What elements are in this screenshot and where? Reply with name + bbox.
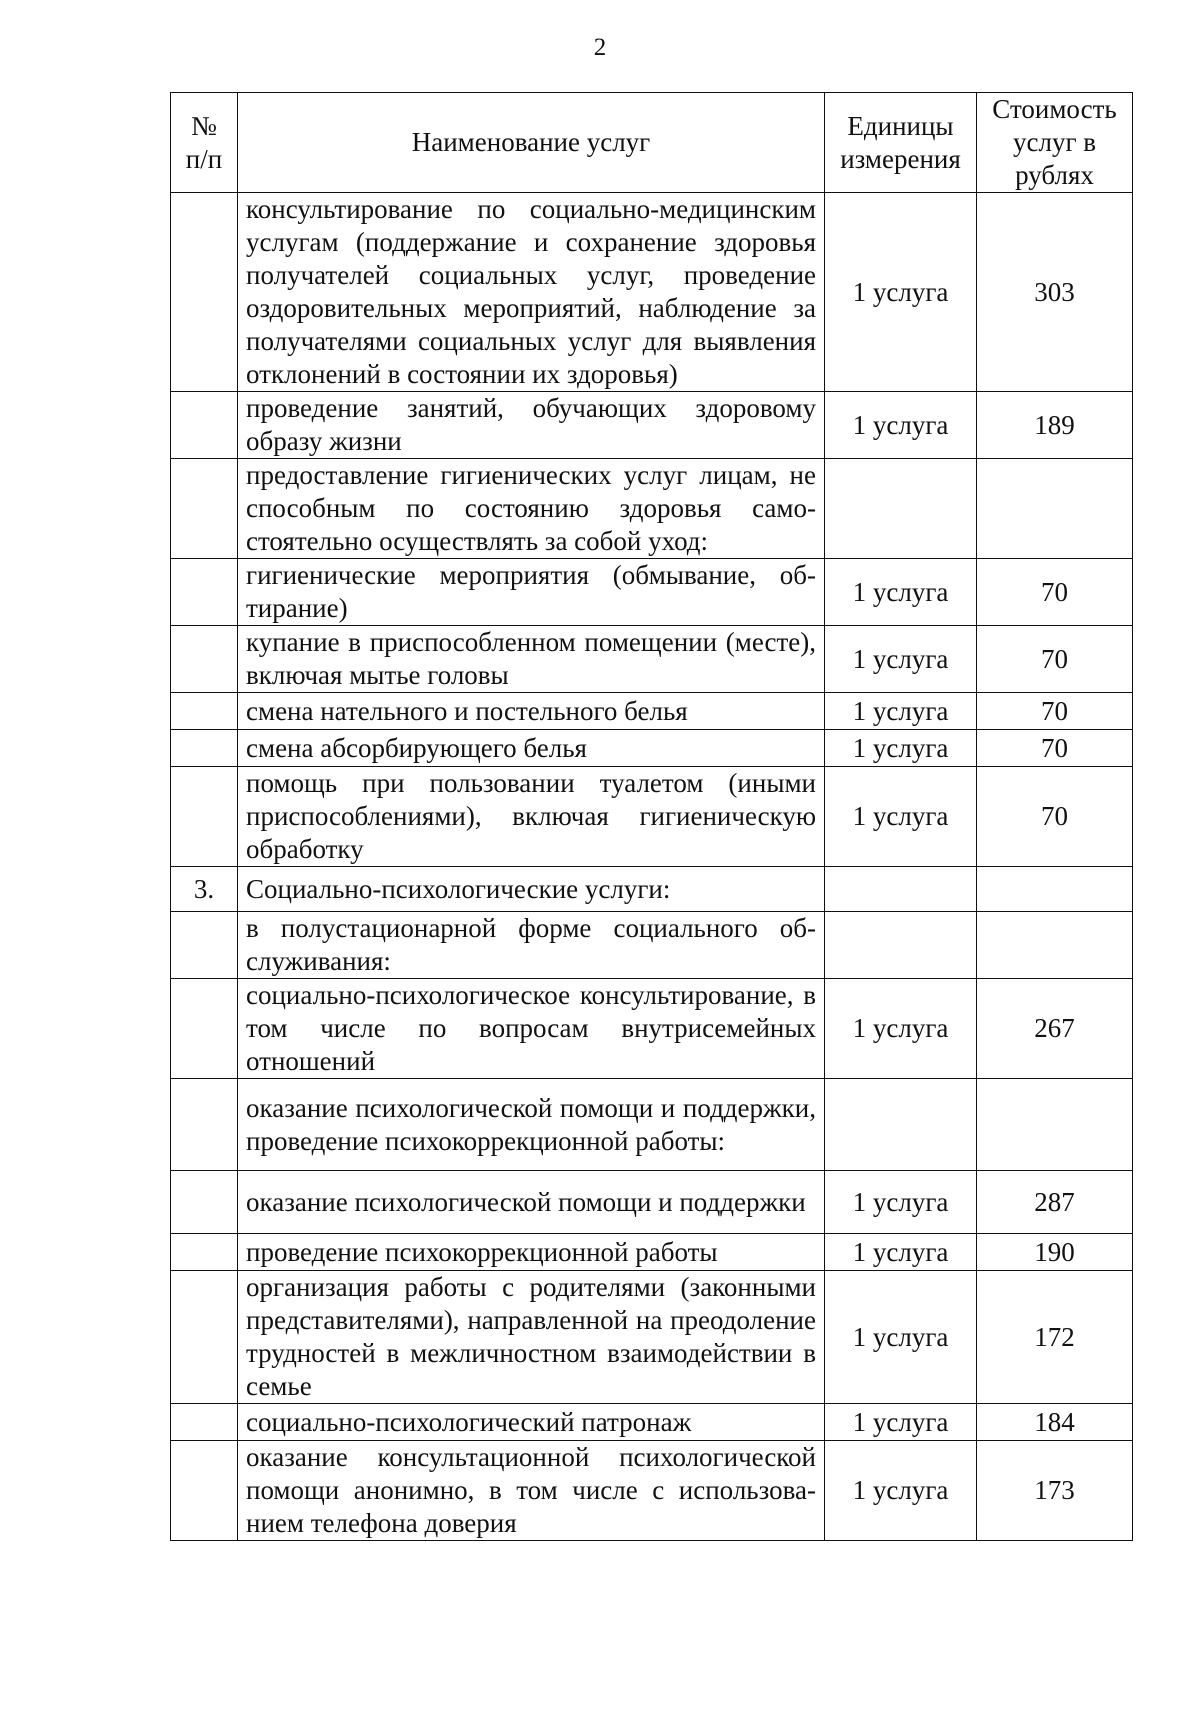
- header-number: № п/п: [171, 93, 238, 193]
- service-name: проведение психокоррекционной работы: [238, 1234, 825, 1271]
- table-row: [171, 1171, 1133, 1234]
- row-number: [171, 767, 238, 867]
- service-name: оказание психологической помощи и поддержки: [238, 1171, 825, 1234]
- service-name: смена нательного и постельного белья: [238, 693, 825, 730]
- service-name: Социально-психологические услуги:: [238, 867, 825, 912]
- table-row: [171, 912, 1133, 979]
- service-cost: 190: [977, 1234, 1133, 1271]
- service-name: проведение занятий, обучающих здоровому образу жизни: [238, 392, 825, 459]
- service-cost: 172: [977, 1271, 1133, 1404]
- service-cost: 303: [977, 193, 1133, 392]
- service-unit: 1 услуга: [825, 193, 977, 392]
- row-number: [171, 1441, 238, 1541]
- service-cost: [977, 867, 1133, 912]
- table-row: [171, 979, 1133, 1079]
- service-cost: [977, 912, 1133, 979]
- row-number: 3.: [171, 867, 238, 912]
- row-number: [171, 1234, 238, 1271]
- service-unit: [825, 1079, 977, 1171]
- service-cost: 70: [977, 626, 1133, 693]
- table-row: [171, 693, 1133, 730]
- table-row: [171, 1079, 1133, 1171]
- row-number: [171, 979, 238, 1079]
- service-cost: 70: [977, 693, 1133, 730]
- row-number: [171, 1171, 238, 1234]
- service-name: предоставление гигиенических услуг лицам, не способным по состоянию здоровья самостоятельно осуществлять за собой уход:: [238, 459, 825, 559]
- header-service-name: Наименование услуг: [238, 93, 825, 193]
- service-cost: 184: [977, 1404, 1133, 1441]
- service-cost: 173: [977, 1441, 1133, 1541]
- header-unit: Единицы измерения: [825, 93, 977, 193]
- service-name: смена абсорбирующего белья: [238, 730, 825, 767]
- services-price-table: [170, 92, 1133, 1541]
- service-unit: 1 услуга: [825, 767, 977, 867]
- service-unit: 1 услуга: [825, 730, 977, 767]
- row-number: [171, 912, 238, 979]
- table-row: [171, 1234, 1133, 1271]
- service-name: организация работы с родителями (законными представителями), направленной на преодоление трудностей в межличностном взаимодействии в семье: [238, 1271, 825, 1404]
- service-name: помощь при пользовании туалетом (иными приспособлениями), включая гигиеническую обработку: [238, 767, 825, 867]
- row-number: [171, 1404, 238, 1441]
- service-unit: 1 услуга: [825, 392, 977, 459]
- service-unit: [825, 867, 977, 912]
- table-row: [171, 1404, 1133, 1441]
- service-unit: [825, 912, 977, 979]
- service-cost: [977, 459, 1133, 559]
- table-row: [171, 1441, 1133, 1541]
- service-cost: 70: [977, 559, 1133, 626]
- service-cost: 70: [977, 767, 1133, 867]
- row-number: [171, 559, 238, 626]
- row-number: [171, 193, 238, 392]
- service-name: социально-психологическое консультирование, в том числе по вопросам внутрисемейных отношений: [238, 979, 825, 1079]
- service-name: гигиенические мероприятия (обмывание, обтирание): [238, 559, 825, 626]
- table-row: [171, 459, 1133, 559]
- table-header-row: [171, 93, 1133, 193]
- service-name: оказание консультационной психологической помощи анонимно, в том числе с использованием телефона доверия: [238, 1441, 825, 1541]
- service-name: купание в приспособленном помещении (месте), включая мытье головы: [238, 626, 825, 693]
- table-row: [171, 559, 1133, 626]
- table-row: [171, 193, 1133, 392]
- service-unit: 1 услуга: [825, 1271, 977, 1404]
- table-row: [171, 392, 1133, 459]
- row-number: [171, 693, 238, 730]
- table-row: [171, 626, 1133, 693]
- table-row: [171, 867, 1133, 912]
- row-number: [171, 1079, 238, 1171]
- service-cost: [977, 1079, 1133, 1171]
- service-unit: 1 услуга: [825, 559, 977, 626]
- service-unit: 1 услуга: [825, 979, 977, 1079]
- service-cost: 70: [977, 730, 1133, 767]
- service-unit: [825, 459, 977, 559]
- row-number: [171, 392, 238, 459]
- service-unit: 1 услуга: [825, 693, 977, 730]
- service-name: социально-психологический патронаж: [238, 1404, 825, 1441]
- service-name: в полустационарной форме социального обслуживания:: [238, 912, 825, 979]
- service-unit: 1 услуга: [825, 626, 977, 693]
- page-number: 2: [593, 34, 607, 61]
- table-row: [171, 1271, 1133, 1404]
- row-number: [171, 730, 238, 767]
- service-cost: 267: [977, 979, 1133, 1079]
- service-unit: 1 услуга: [825, 1171, 977, 1234]
- row-number: [171, 459, 238, 559]
- table-row: [171, 730, 1133, 767]
- service-unit: 1 услуга: [825, 1441, 977, 1541]
- service-name: оказание психологической помощи и поддержки, проведение психокоррекционной работы:: [238, 1079, 825, 1171]
- row-number: [171, 1271, 238, 1404]
- service-cost: 189: [977, 392, 1133, 459]
- service-name: консультирование по социально-медицинским услугам (поддержание и сохранение здоровья получателей социальных услуг, проведение оздоровительных мероприятий, наблюдение за получателями социальных услуг для выявления отклонений в состоянии их здоровья): [238, 193, 825, 392]
- service-unit: 1 услуга: [825, 1234, 977, 1271]
- row-number: [171, 626, 238, 693]
- table-row: [171, 767, 1133, 867]
- header-cost: Стоимость услуг в рублях: [977, 93, 1133, 193]
- service-unit: 1 услуга: [825, 1404, 977, 1441]
- service-cost: 287: [977, 1171, 1133, 1234]
